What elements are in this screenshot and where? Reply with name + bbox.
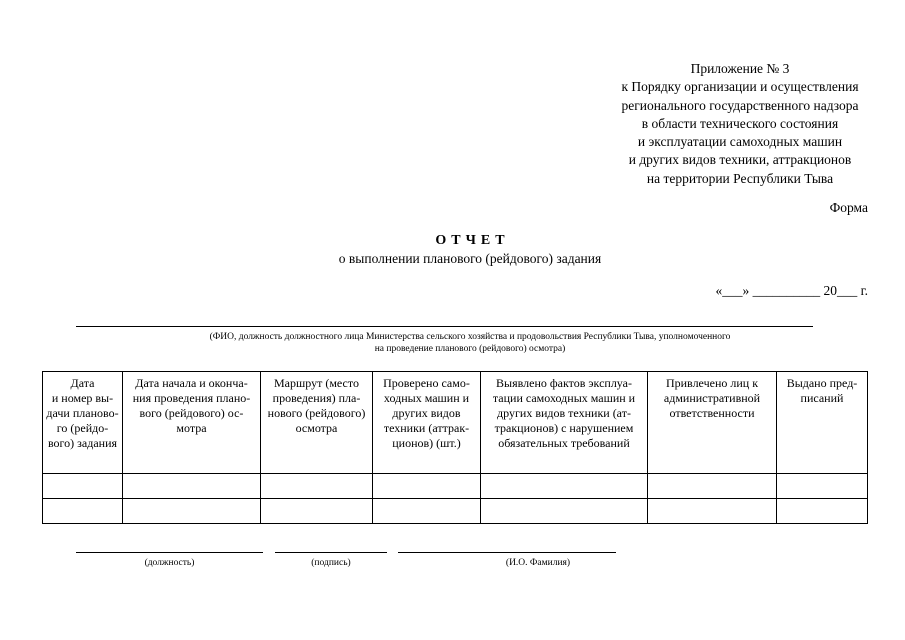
appendix-block (555, 60, 905, 188)
table-cell[interactable] (123, 499, 261, 524)
appendix-line: на территории Республики Тыва (646, 170, 834, 186)
column-header: Дата и номер вы- дачи планово- го (рейдо- вого) задания (43, 372, 123, 474)
signature-line (275, 552, 387, 553)
table-cell[interactable] (648, 474, 777, 499)
table-cell[interactable] (373, 499, 481, 524)
date-field: «___» __________ 20___ г. (715, 283, 868, 298)
column-header: Дата начала и оконча- ния проведения плано- вого (рейдового) ос- мотра (123, 372, 261, 474)
table-cell[interactable] (261, 474, 373, 499)
table-cell[interactable] (777, 499, 868, 524)
column-header: Проверено само- ходных машин и других видов техники (аттрак- ционов) (шт.) (373, 372, 481, 474)
column-header: Выявлено фактов эксплуа- тации самоходных машин и других видов техники (ат- тракционов) с нарушением обязательных требований (481, 372, 648, 474)
table-cell[interactable] (481, 474, 648, 499)
appendix-line: к Порядку организации и осуществления (621, 79, 859, 95)
appendix-line: Приложение № 3 (690, 61, 790, 76)
fio-caption-line: на проведение планового (рейдового) осмотра) (374, 344, 566, 354)
fio-caption (130, 331, 810, 355)
table-cell[interactable] (481, 499, 648, 524)
table-cell[interactable] (43, 474, 123, 499)
table-cell[interactable] (261, 499, 373, 524)
table-row (43, 499, 868, 524)
document-subtitle: о выполнении планового (рейдового) задания (338, 251, 602, 266)
appendix-line: регионального государственного надзора (621, 97, 859, 113)
signature-caption: (подпись) (311, 558, 351, 568)
fio-caption-line: (ФИО, должность должностного лица Министерства сельского хозяйства и продовольствия Республики Тыва, уполномоченного (209, 332, 731, 342)
column-header: Маршрут (место проведения) пла- нового (рейдового) осмотра (261, 372, 373, 474)
appendix-line: в области технического состояния (641, 115, 839, 131)
table-header-row (43, 372, 868, 474)
column-header: Привлечено лиц к административной ответственности (648, 372, 777, 474)
report-table (42, 371, 868, 524)
table-row (43, 474, 868, 499)
form-label: Форма (829, 200, 868, 215)
fio-underline (76, 326, 813, 327)
table-cell[interactable] (373, 474, 481, 499)
table-cell[interactable] (777, 474, 868, 499)
column-header: Выдано пред- писаний (777, 372, 868, 474)
document-title: ОТЧЕТ (435, 233, 510, 248)
appendix-line: и других видов техники, аттракционов (628, 152, 852, 168)
table-cell[interactable] (123, 474, 261, 499)
appendix-line: и эксплуатации самоходных машин (637, 134, 843, 150)
position-signature-line (76, 552, 263, 553)
name-caption: (И.О. Фамилия) (505, 558, 571, 568)
name-signature-line (398, 552, 616, 553)
table-cell[interactable] (43, 499, 123, 524)
table-cell[interactable] (648, 499, 777, 524)
position-caption: (должность) (144, 558, 195, 568)
